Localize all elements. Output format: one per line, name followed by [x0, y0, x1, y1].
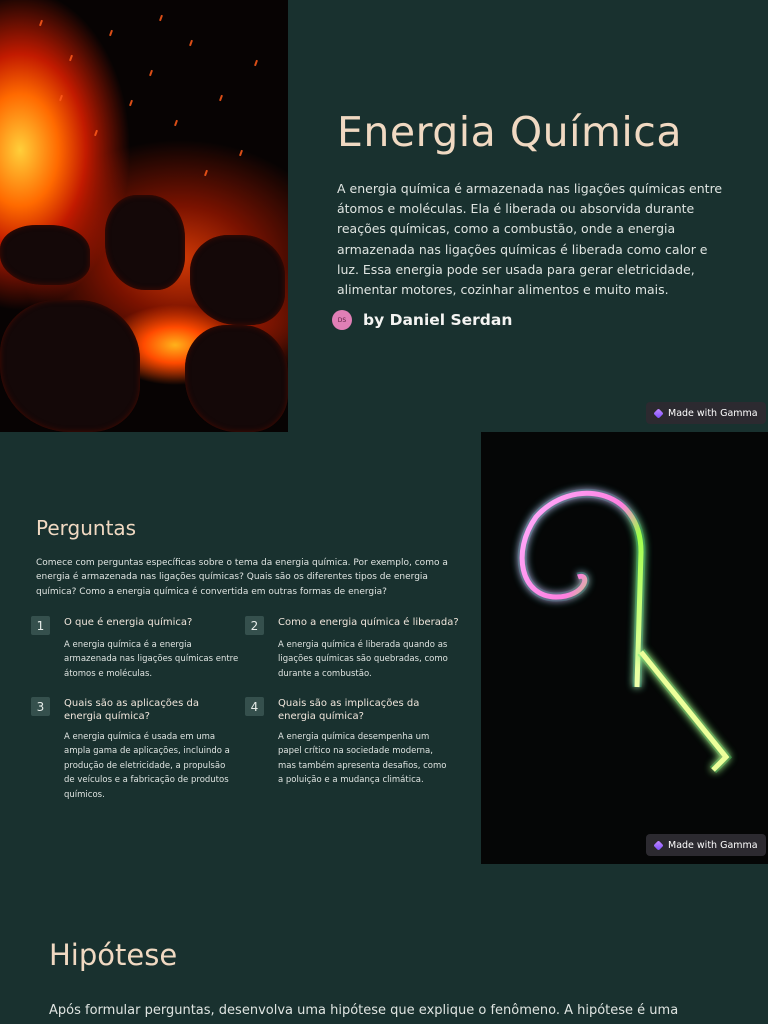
made-with-gamma-button[interactable] [646, 402, 766, 424]
question-number: 3 [31, 697, 50, 716]
slide-intro [0, 0, 768, 432]
gamma-logo-icon [653, 840, 663, 850]
author-name: by Daniel Serdan [363, 311, 513, 329]
page-title: Energia Química [337, 108, 682, 156]
question-body: A energia química desempenha um papel crítico na sociedade moderna, mas também apresenta desafios, como a poluição e a mudança climática. [278, 732, 447, 786]
question-title: O que é energia química? [64, 617, 193, 628]
author-byline [332, 310, 512, 330]
hypothesis-paragraph: Após formular perguntas, desenvolva uma hipótese que explique o fenômeno. A hipótese é uma [49, 1003, 679, 1018]
section-title-hypothesis: Hipótese [49, 938, 178, 972]
question-body: A energia química é liberada quando as ligações químicas são quebradas, como durante a combustão. [278, 640, 448, 679]
question-number: 1 [31, 616, 50, 635]
question-title: Quais são as aplicações da energia química? [64, 698, 199, 722]
question-body: A energia química é a energia armazenada nas ligações químicas entre átomos e moléculas. [64, 640, 239, 679]
questions-intro: Comece com perguntas específicas sobre o tema da energia química. Por exemplo, como a energia é armazenada nas ligações químicas? Quais são os diferentes tipos de energia química? Como a energia química é convertida em outras formas de energia? [36, 558, 448, 597]
question-number: 2 [245, 616, 264, 635]
question-title: Quais são as implicações da energia química? [278, 698, 420, 722]
question-body: A energia química é usada em uma ampla gama de aplicações, incluindo a produção de eletricidade, a propulsão de veículos e a fabricação de produtos químicos. [64, 732, 230, 800]
question-title: Como a energia química é liberada? [278, 617, 459, 628]
made-with-gamma-button[interactable] [646, 834, 766, 856]
avatar: DS [332, 310, 352, 330]
neon-question-mark-image [481, 432, 768, 864]
badge-label: Made with Gamma [668, 839, 758, 851]
badge-label: Made with Gamma [668, 407, 758, 419]
campfire-image [0, 0, 288, 432]
gamma-logo-icon [653, 408, 663, 418]
intro-paragraph: A energia química é armazenada nas ligações químicas entre átomos e moléculas. Ela é liberada ou absorvida durante reações químicas, como a combustão, onde a energia armazenada nas ligações químicas é liberada como calor e luz. Essa energia pode ser usada para gerar eletricidade, alimentar motores, cozinhar alimentos e muito mais. [337, 181, 723, 298]
section-title-questions: Perguntas [36, 516, 137, 540]
question-mark-icon [481, 432, 768, 864]
question-number: 4 [245, 697, 264, 716]
